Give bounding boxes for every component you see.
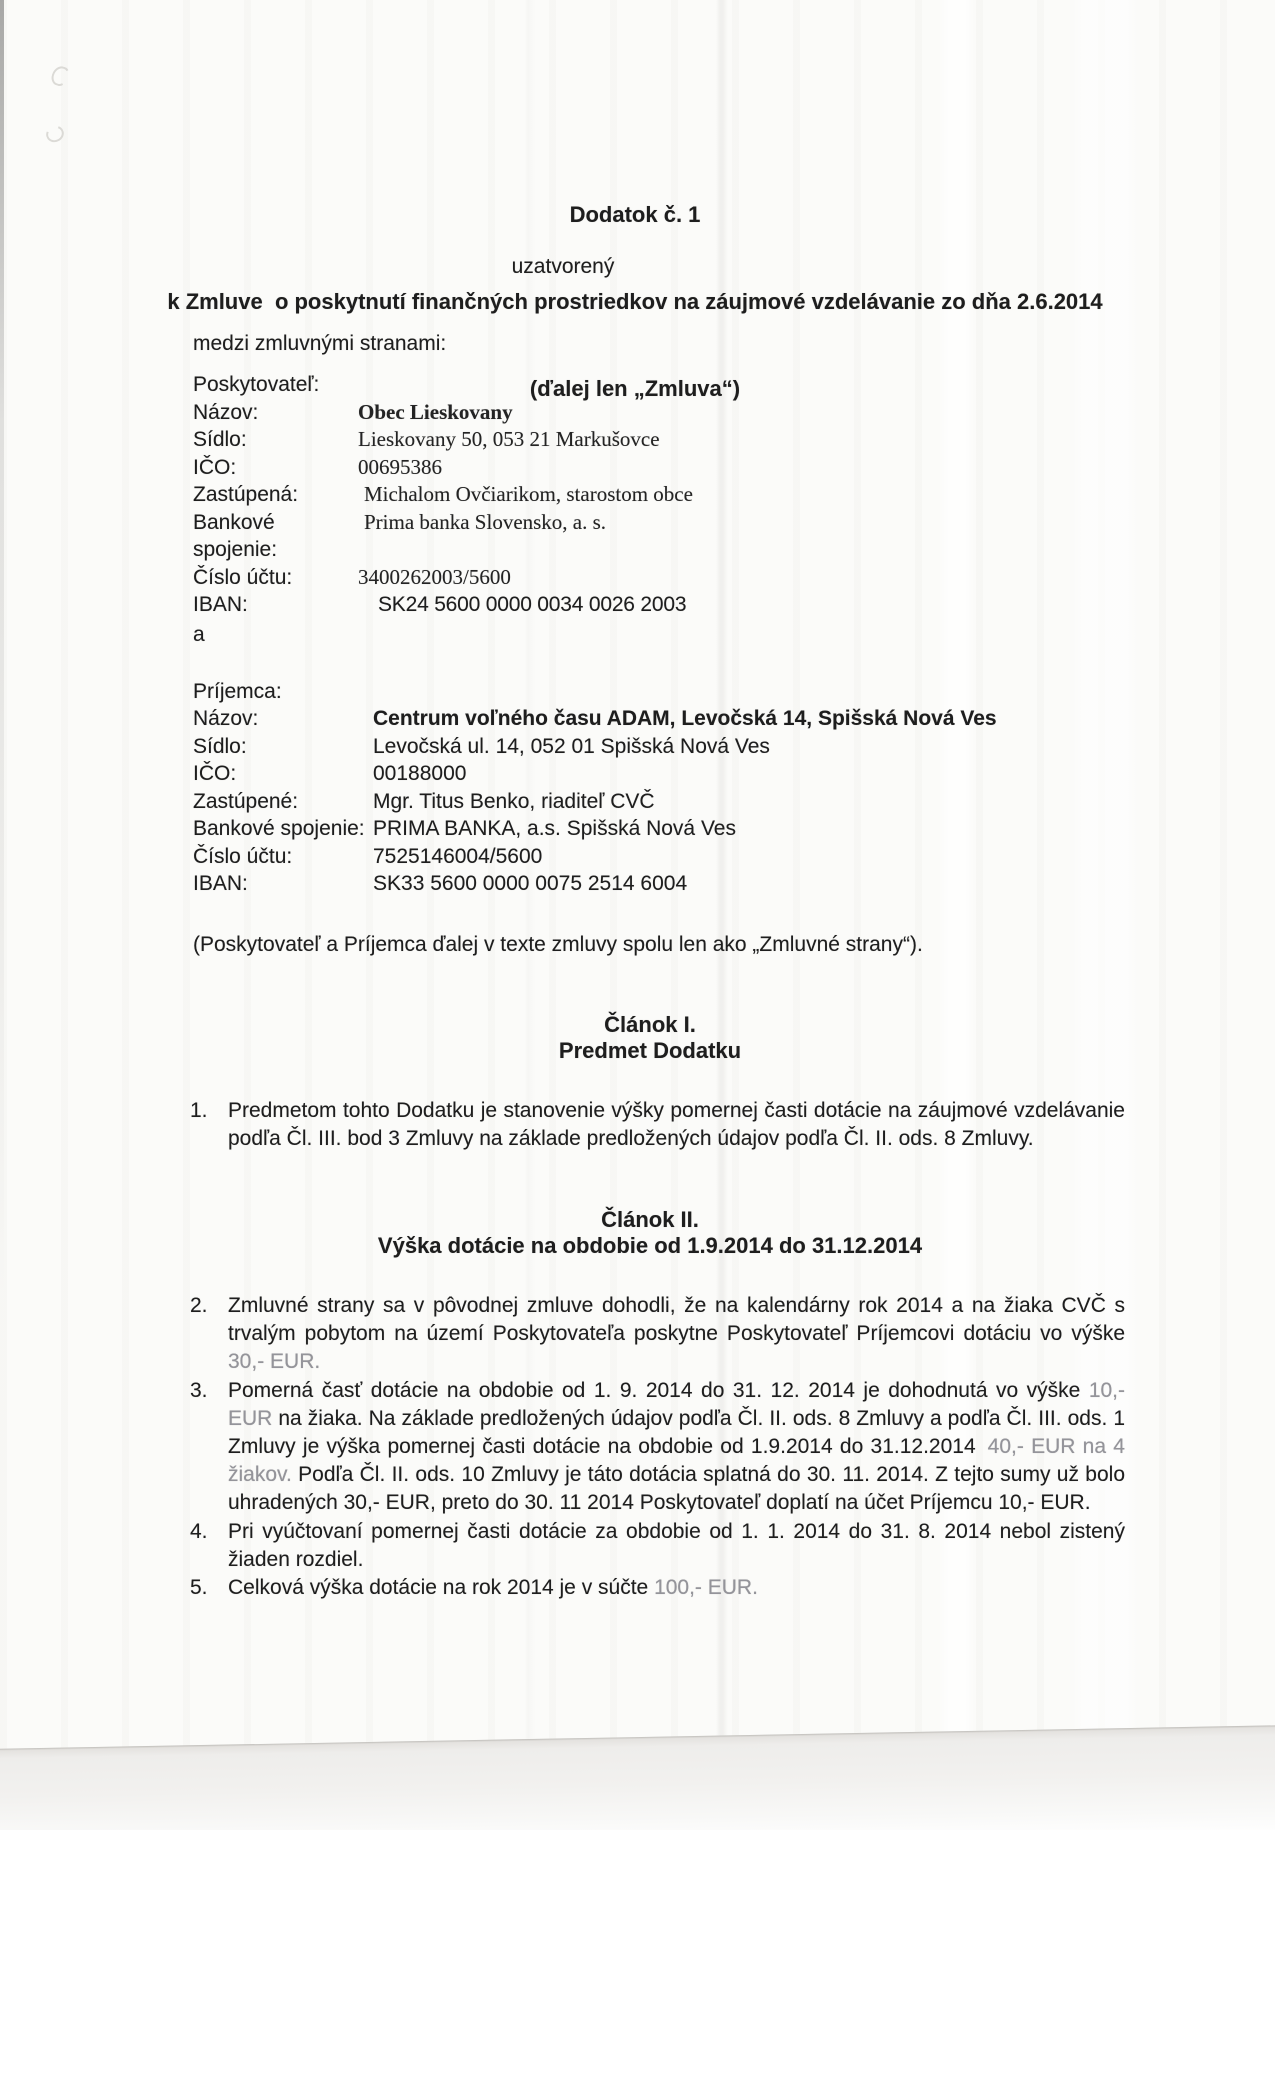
text-run: Pomerná časť dotácie na obdobie od 1. 9. 2014 do 31. 12. 2014 je dohodnutá vo výške [228, 1378, 1089, 1402]
provider-rows [193, 399, 693, 619]
row-label: Číslo účtu: [193, 844, 293, 868]
item-text [228, 1292, 1125, 1377]
row-value: 3400262003/5600 [358, 564, 511, 589]
row-label: Sídlo: [193, 734, 247, 758]
text-run: Podľa Čl. II. ods. 10 Zmluvy je táto dotácia splatná do 30. 11. 2014. Z tejto sumy už bolo uhradených 30,- EUR, preto do 30. 11 2014 Poskytovateľ doplatí na účet Príjemcu 10,- EUR. [228, 1463, 1125, 1515]
provider-section [193, 371, 693, 619]
item-number: 1. [190, 1099, 208, 1122]
title-line-1: Dodatok č. 1 [569, 202, 701, 227]
item-number: 2. [190, 1294, 208, 1317]
row-label: Bankové spojenie: [193, 817, 365, 840]
row-value: 00188000 [373, 762, 467, 785]
row-value: Michalom Ovčiarikom, starostom obce [364, 482, 693, 506]
row-label: Zastúpené: [193, 789, 299, 813]
between-parties-label: medzi zmluvnými stranami: [193, 332, 447, 355]
inserted-value: 100,- EUR. [654, 1576, 758, 1600]
row-label: Zastúpená: [193, 483, 299, 506]
row-label: IČO: [193, 762, 237, 785]
article-1-heading: Článok I. [604, 1012, 696, 1037]
row-value: Obec Lieskovany [358, 399, 513, 424]
article-2-subheading: Výška dotácie na obdobie od 1.9.2014 do 31.12.2014 [377, 1233, 923, 1258]
row-label: Sídlo: [193, 428, 247, 451]
row-value: Prima banka Slovensko, a. s. [364, 509, 607, 534]
inserted-value: 10,- EUR [228, 1378, 1125, 1430]
numbered-item [190, 1574, 1125, 1602]
title-line-2: k Zmluve o poskytnutí finančných prostriedkov na záujmové vzdelávanie zo dňa 2.6.2014 [167, 289, 1103, 314]
text-run: Zmluvné strany sa v pôvodnej zmluve dohodli, že na kalendárny rok 2014 a na žiaka CVČ s trvalým pobytom na území Poskytovateľa poskytne Poskytovateľ Príjemcovi dotáciu vo výške [228, 1294, 1125, 1346]
text-run: Predmetom tohto Dodatku je stanovenie výšky pomernej časti dotácie na záujmové vzdelávanie podľa Čl. III. bod 3 Zmluvy na základe predložených údajov podľa Čl. II. ods. 8 Zmluvy. [228, 1099, 1125, 1151]
recipient-rows [193, 705, 997, 898]
article-2-items [190, 1292, 1125, 1602]
row-value: Levočská ul. 14, 052 01 Spišská Nová Ves [373, 734, 770, 758]
numbered-item [190, 1097, 1125, 1153]
numbered-item [190, 1518, 1125, 1574]
row-value: Mgr. Titus Benko, riaditeľ CVČ [373, 789, 655, 813]
closing-word: uzatvorený [511, 255, 615, 278]
row-value: Centrum voľného času ADAM, Levočská 14, Spišská Nová Ves [373, 707, 997, 730]
text-run: na žiaka. Na základe predložených údajov podľa Čl. II. ods. 8 Zmluvy a podľa Čl. III. ods. 1 Zmluvy je výška pomernej časti dotácie na obdobie od 1.9.2014 do 31.12.2014 [228, 1406, 1125, 1459]
text-run: Pri vyúčtovaní pomernej časti dotácie za obdobie od 1. 1. 2014 do 31. 8. 2014 nebol zistený žiaden rozdiel. [228, 1519, 1125, 1571]
recipient-section [193, 678, 997, 898]
recipient-heading: Príjemca: [193, 680, 282, 703]
row-label: Číslo účtu: [193, 565, 293, 589]
row-label: IBAN: [193, 593, 248, 616]
item-text [228, 1097, 1125, 1153]
row-value: Lieskovany 50, 053 21 Markušovce [358, 427, 660, 451]
numbered-item [190, 1377, 1125, 1518]
article-1-items [190, 1097, 1125, 1153]
row-value: 00695386 [358, 454, 442, 479]
row-value: PRIMA BANKA, a.s. Spišská Nová Ves [373, 817, 736, 840]
item-text [228, 1518, 1125, 1574]
numbered-item [190, 1292, 1125, 1377]
row-label: Názov: [193, 707, 259, 730]
row-label: Bankové spojenie: [193, 510, 278, 561]
scanner-background [0, 1830, 1275, 2100]
item-number: 3. [190, 1378, 208, 1402]
row-label: IBAN: [193, 872, 248, 895]
item-text [228, 1574, 1125, 1602]
item-number: 5. [190, 1576, 208, 1600]
row-value: 7525146004/5600 [373, 844, 543, 868]
article-2-heading: Článok II. [601, 1207, 699, 1232]
row-label: Názov: [193, 400, 259, 424]
text-run: Celková výška dotácie na rok 2014 je v súčte [228, 1576, 655, 1600]
row-value: SK24 5600 0000 0034 0026 2003 [378, 593, 687, 616]
provider-heading: Poskytovateľ: [193, 373, 320, 396]
item-text [228, 1377, 1125, 1518]
title-line-3: (ďalej len „Zmluva“) [529, 376, 741, 401]
parties-note: (Poskytovateľ a Príjemca ďalej v texte zmluvy spolu len ako „Zmluvné strany“). [193, 933, 923, 956]
inserted-value: 30,- EUR. [228, 1350, 321, 1374]
row-label: IČO: [193, 455, 237, 479]
conjunction-a: a [193, 623, 205, 646]
row-value: SK33 5600 0000 0075 2514 6004 [373, 872, 688, 895]
inserted-value: 40,- EUR na 4 žiakov. [228, 1435, 1125, 1487]
item-number: 4. [190, 1519, 208, 1543]
article-1-subheading: Predmet Dodatku [558, 1038, 742, 1063]
